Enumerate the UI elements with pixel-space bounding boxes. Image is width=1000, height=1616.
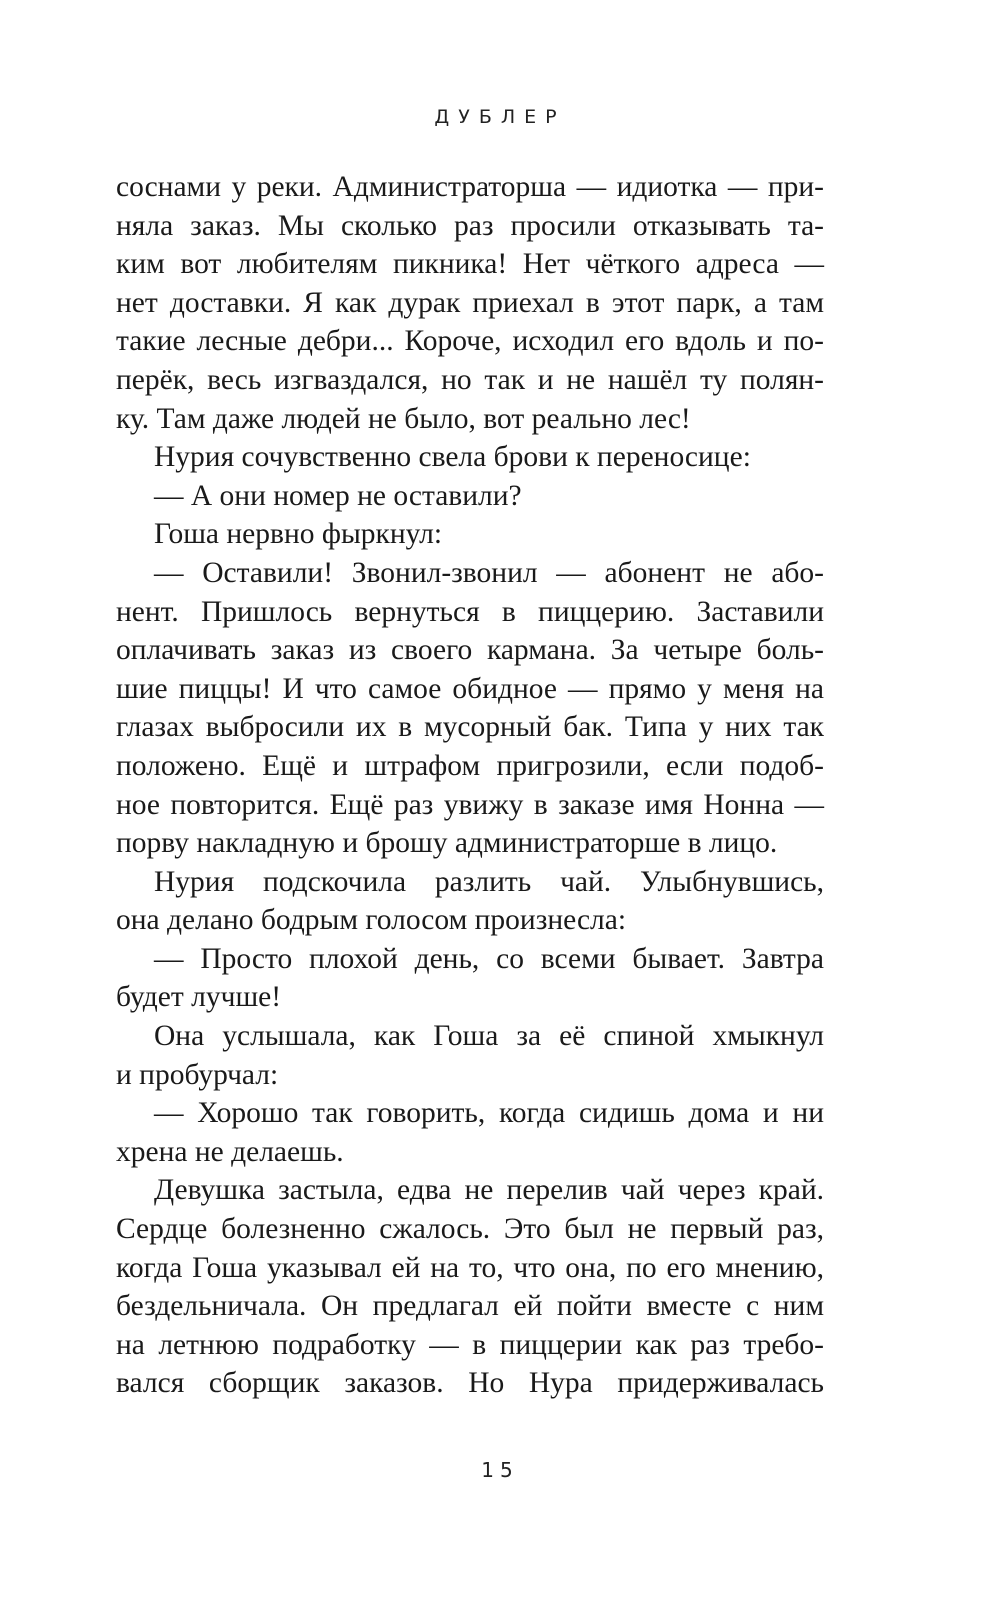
body-text (116, 168, 824, 1403)
text-line: Нурия подскочила разлить чай. Улыбнувшись, (154, 865, 824, 898)
text-line: когда Гоша указывал ей на то, что она, по его мнению, (116, 1251, 824, 1284)
text-line: Сердце болезненно сжалось. Это был не первый раз, (116, 1213, 824, 1246)
text-line: нет доставки. Я как дурак приехал в этот парк, а там (116, 286, 824, 319)
text-line: на летнюю подработку — в пиццерии как раз требо- (116, 1328, 824, 1361)
text-line: соснами у реки. Администраторша — идиотка — при- (116, 171, 824, 203)
text-line: Девушка застыла, едва не перелив чай через край. (154, 1174, 824, 1207)
text-line: — Хорошо так говорить, когда сидишь дома и ни (154, 1097, 824, 1130)
text-line: — Просто плохой день, со всеми бывает. Завтра (154, 942, 824, 975)
text-line: положено. Ещё и штрафом пригрозили, если подоб- (116, 749, 824, 782)
text-line: нент. Пришлось вернуться в пиццерию. Заставили (116, 595, 824, 628)
text-line: ку. Там даже людей не было, вот реально лес! (116, 402, 691, 435)
text-line: няла заказ. Мы сколько раз просили отказывать та- (116, 209, 824, 242)
text-line: и пробурчал: (116, 1058, 279, 1091)
text-line: такие лесные дебри... Короче, исходил его вдоль и по- (116, 325, 824, 358)
text-line: шие пиццы! И что самое обидное — прямо у меня на (116, 672, 824, 705)
text-line: хрена не делаешь. (116, 1135, 344, 1168)
text-line: Она услышала, как Гоша за её спиной хмыкнул (154, 1020, 824, 1053)
text-line: перёк, весь изгваздался, но так и не нашёл ту полян- (116, 363, 824, 396)
text-line: ким вот любителям пикника! Нет чёткого адреса — (116, 248, 824, 281)
text-line: — А они номер не оставили? (154, 479, 522, 512)
text-line: Гоша нервно фыркнул: (154, 518, 443, 551)
text-line: вался сборщик заказов. Но Нура придерживалась (116, 1367, 824, 1400)
text-line: Нурия сочувственно свела брови к переносице: (154, 441, 751, 474)
text-line: порву накладную и брошу администраторше в лицо. (116, 827, 778, 860)
text-line: глазах выбросили их в мусорный бак. Типа у них так (116, 711, 824, 744)
text-line: оплачивать заказ из своего кармана. За четыре боль- (116, 634, 824, 667)
text-line: бездельничала. Он предлагал ей пойти вместе с ним (116, 1290, 824, 1323)
text-line: она делано бодрым голосом произнесла: (116, 904, 627, 937)
page-number: 15 (481, 1458, 519, 1482)
text-line: будет лучше! (116, 981, 282, 1014)
text-line: ное повторится. Ещё раз увижу в заказе имя Нонна — (116, 788, 824, 821)
text-line: — Оставили! Звонил-звонил — абонент не або- (154, 556, 824, 589)
running-head: ДУБЛЕР (434, 106, 566, 128)
